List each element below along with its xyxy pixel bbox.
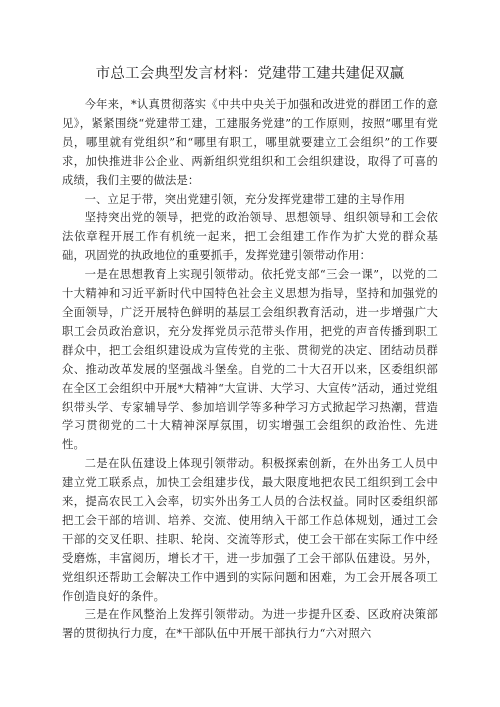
document-title: 市总工会典型发言材料：党建带工建共建促双赢	[95, 66, 405, 82]
paragraph-point-2: 二是在队伍建设上体现引领带动。积极探索创新，在外出务工人员中建立党工联系点，加快工会组建步伐，最大限度地把农民工组织到工会中来，提高农民工入会率，切实外出务工人员的合法权益。同时区委组织部把工会干部的培训、培养、交流、使用纳入干部工作总体规划，通过工会干部的交叉任职、挂职、轮岗、交流等形式，使工会干部在实际工作中经受磨炼，丰富阅历，增长才干，进一步加强了工会干部队伍建设。另外，党组织还帮助工会解决工作中遇到的实际问题和困难，为工会开展各项工作创造良好的条件。	[62, 457, 438, 603]
section-heading-1: 一、立足于带，突出党建引领，充分发挥党建带工建的主导作用	[84, 192, 406, 206]
paragraph-intro: 今年来，*认真贯彻落实《中共中央关于加强和改进党的群团工作的意见》，紧紧围绕“党建带工建，工建服务党建”的工作原则，按照“哪里有党员，哪里就有党组织”和“哪里有职工，哪里就要建立工会组织”的工作要求，加快推进非公企业、两新组织党组织和工会组织建设，取得了可喜的成绩，我们主要的做法是：	[62, 98, 438, 187]
document-body	[62, 96, 438, 644]
paragraph-point-1: 一是在思想教育上实现引领带动。依托党支部“三会一课”，以党的二十大精神和习近平新时代中国特色社会主义思想为指导，坚持和加强党的全面领导，广泛开展特色鲜明的基层工会组织教育活动，进一步增强广大职工会员政治意识，充分发挥党员示范带头作用，把党的声音传播到职工群众中，把工会组织建设成为宣传党的主张、贯彻党的决定、团结动员群众、推动改革发展的坚强战斗堡垒。自党的二十大召开以来，区委组织部在全区工会组织中开展*大精神“大宣讲、大学习、大宣传”活动，通过党组织带头学、专家辅导学、参加培训学等多种学习方式掀起学习热潮，营造学习贯彻党的二十大精神深厚氛围，切实增强工会组织的政治性、先进性。	[62, 268, 438, 452]
paragraph-leadership: 坚持突出党的领导，把党的政治领导、思想领导、组织领导和工会依法依章程开展工作有机统一起来，把工会组建工作作为扩大党的群众基础，巩固党的执政地位的重要抓手，发挥党建引领带动作用：	[62, 211, 438, 263]
paragraph-point-3: 三是在作风整治上发挥引领带动。为进一步提升区委、区政府决策部署的贯彻执行力度，在*干部队伍中开展干部执行力“六对照六	[62, 608, 438, 641]
